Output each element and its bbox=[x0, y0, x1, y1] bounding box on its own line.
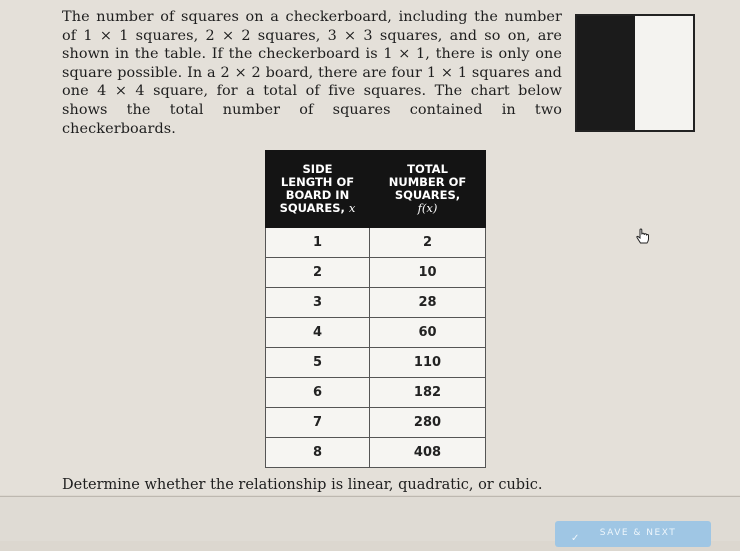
table-body bbox=[266, 228, 486, 468]
table-row bbox=[266, 288, 486, 318]
cell-side-length: 3 bbox=[266, 288, 370, 318]
check-icon: ✓ bbox=[571, 533, 581, 544]
table-row bbox=[266, 348, 486, 378]
cell-total-squares: 280 bbox=[370, 408, 486, 438]
checkerboard-square-light bbox=[635, 73, 693, 130]
cell-total-squares: 10 bbox=[370, 258, 486, 288]
save-button-label: SAVE & NEXT bbox=[599, 528, 677, 538]
question-text: Determine whether the relationship is linear, quadratic, or cubic. bbox=[62, 477, 543, 492]
cell-total-squares: 182 bbox=[370, 378, 486, 408]
table-row bbox=[266, 258, 486, 288]
table-row bbox=[266, 378, 486, 408]
cell-side-length: 6 bbox=[266, 378, 370, 408]
cell-total-squares: 60 bbox=[370, 318, 486, 348]
cell-side-length: 4 bbox=[266, 318, 370, 348]
cell-total-squares: 2 bbox=[370, 228, 486, 258]
header-side-length: SIDE LENGTH OF BOARD IN SQUARES, x bbox=[266, 151, 370, 228]
cell-side-length: 5 bbox=[266, 348, 370, 378]
table-row bbox=[266, 408, 486, 438]
checkerboard-square-light bbox=[635, 16, 693, 73]
problem-intro bbox=[62, 8, 562, 138]
hand-pointer-icon bbox=[634, 228, 652, 246]
table-header-row bbox=[266, 151, 486, 228]
cell-total-squares: 28 bbox=[370, 288, 486, 318]
cell-side-length: 2 bbox=[266, 258, 370, 288]
cell-side-length: 1 bbox=[266, 228, 370, 258]
cell-side-length: 7 bbox=[266, 408, 370, 438]
header-total-squares: TOTAL NUMBER OF SQUARES, f(x) bbox=[370, 151, 486, 228]
checkerboard-figure bbox=[575, 14, 695, 132]
save-and-next-button[interactable] bbox=[555, 521, 711, 547]
checkerboard-square-dark bbox=[577, 16, 635, 73]
table-row bbox=[266, 228, 486, 258]
cell-side-length: 8 bbox=[266, 438, 370, 468]
checkerboard-square-dark bbox=[577, 73, 635, 130]
intro-text: The number of squares on a checkerboard, including the number of 1 × 1 squares, 2 × 2 squares, 3 × 3 squares, and so on, are shown in the table. If the checkerboard is 1 × 1, there is only one square possible. In a 2 × 2 board, there are four 1 × 1 squares and one 4 × 4 square, for a total of five squares. The chart below shows the total number of squares contained in two checkerboards. bbox=[62, 9, 562, 137]
table-row bbox=[266, 318, 486, 348]
cell-total-squares: 110 bbox=[370, 348, 486, 378]
cell-total-squares: 408 bbox=[370, 438, 486, 468]
table-row bbox=[266, 438, 486, 468]
squares-table bbox=[265, 150, 486, 468]
question-prompt bbox=[62, 476, 682, 492]
